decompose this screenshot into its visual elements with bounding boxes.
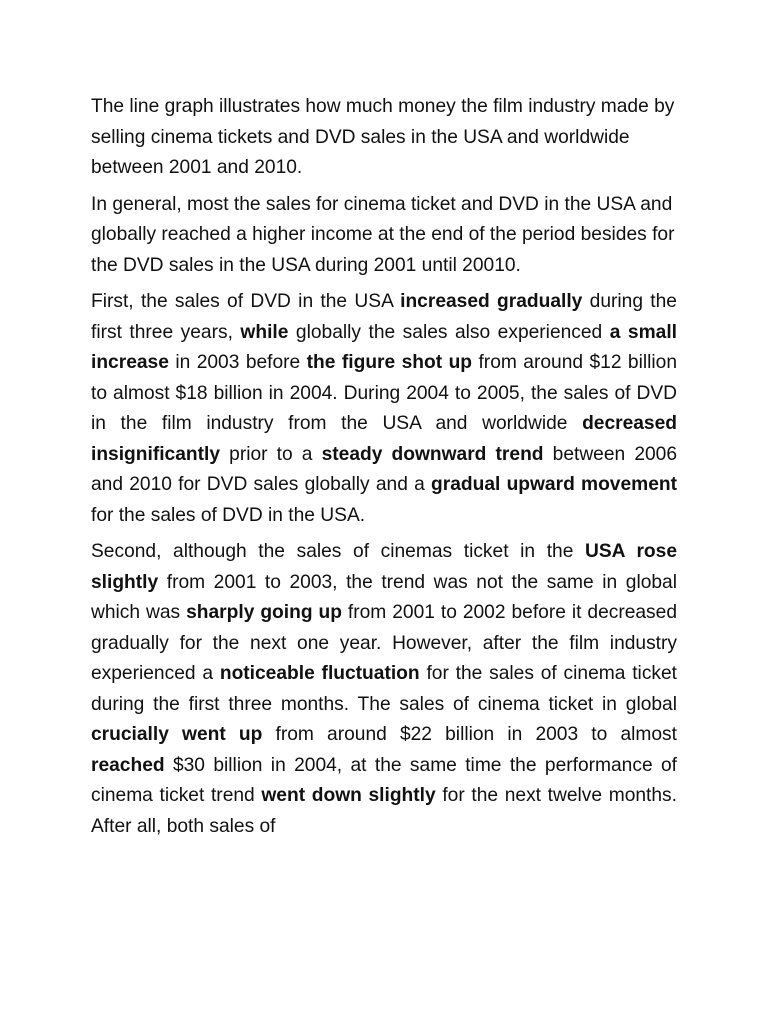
paragraph-dvd-sales [91, 287, 677, 531]
text-run: during the first three years, [91, 291, 677, 343]
bold-phrase: USA rose slightly [91, 541, 677, 593]
text-run: First, the sales of DVD in the USA [91, 291, 401, 312]
bold-phrase: went down slightly [261, 785, 436, 806]
bold-phrase: while [240, 321, 289, 343]
bold-phrase: reached [91, 754, 165, 776]
text-run: prior to a [220, 443, 322, 465]
paragraph-overview [91, 190, 677, 282]
bold-phrase: sharply going up [186, 602, 342, 623]
bold-phrase: gradual upward movement [431, 474, 677, 495]
text-run: In general, most the sales for cinema ticket and DVD in the USA and globally reached a higher income at the end of the period besides for the DVD sales in the USA during 2001 until 20010. [91, 193, 675, 276]
text-run: between 2006 and 2010 for DVD sales globally and a [91, 443, 678, 495]
bold-phrase: a small increase [91, 321, 677, 373]
paragraph-cinema-sales [91, 537, 677, 842]
text-run: for the sales of cinema ticket during the first three months. The sales of cinema ticket in global [91, 663, 678, 715]
text-run: $30 billion in 2004, at the same time the performance of cinema ticket trend [91, 754, 677, 806]
text-run: for the next twelve months. After all, both sales of [91, 785, 677, 837]
text-run: globally the sales also experienced [288, 321, 610, 343]
text-run: for the sales of DVD in the USA. [91, 504, 366, 526]
bold-phrase: crucially went up [91, 724, 263, 745]
document-page [91, 92, 677, 848]
bold-phrase: the figure shot up [306, 352, 473, 373]
text-run: Second, although the sales of cinemas ticket in the [91, 541, 586, 562]
text-run: from around $12 billion to almost $18 billion in 2004. During 2004 to 2005, the sales of DVD in the film industry from the USA and worldwide [91, 352, 677, 434]
text-run: from 2001 to 2002 before it decreased gradually for the next one year. However, after the film industry experienced a [91, 602, 677, 684]
text-run: in 2003 before [168, 352, 307, 373]
bold-phrase: steady downward trend [321, 443, 544, 465]
text-run: The line graph illustrates how much money the film industry made by selling cinema tickets and DVD sales in the USA and worldwide between 2001 and 2010. [91, 96, 675, 178]
paragraph-intro [91, 92, 677, 184]
bold-phrase: noticeable fluctuation [219, 663, 420, 684]
text-run: from 2001 to 2003, the trend was not the same in global which was [91, 571, 677, 623]
text-run: from around $22 billion in 2003 to almost [262, 724, 677, 745]
bold-phrase: decreased insignificantly [91, 413, 677, 465]
bold-phrase: increased gradually [400, 291, 583, 312]
